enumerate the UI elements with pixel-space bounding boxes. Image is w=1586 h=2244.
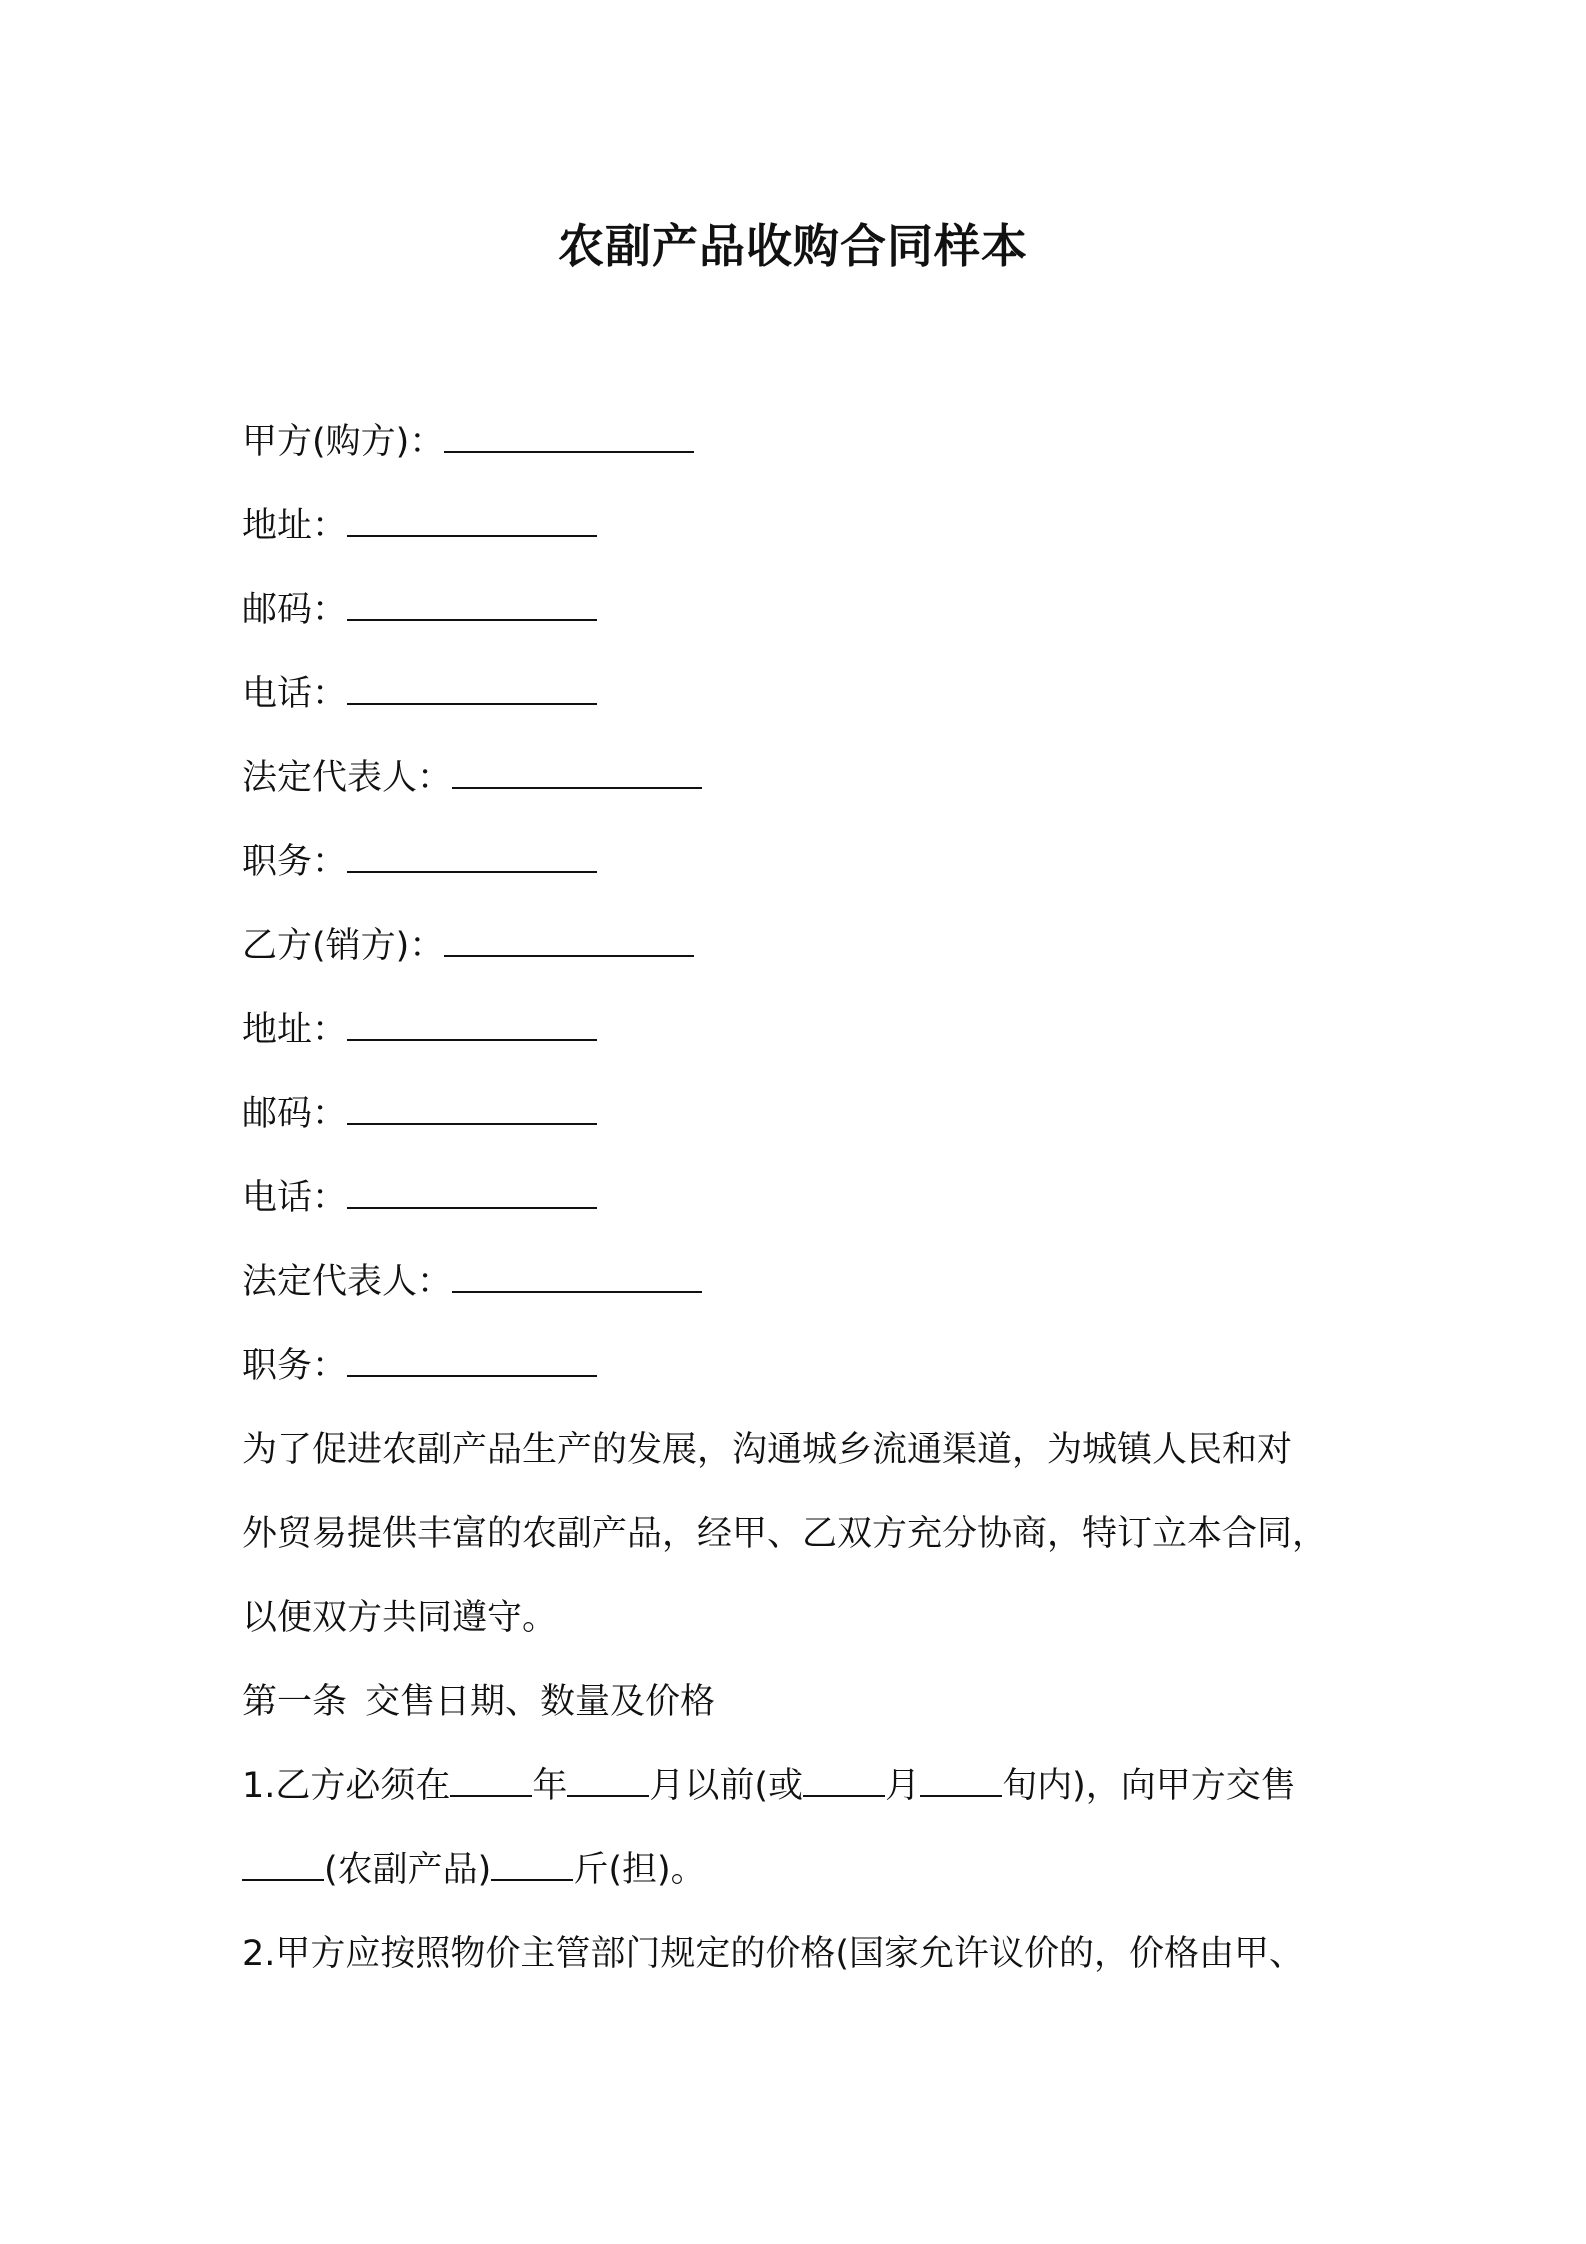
party-b-position-line — [242, 1324, 1362, 1408]
clause-2-line-1: 2.甲方应按照物价主管部门规定的价格(国家允许议价的，价格由甲、 — [242, 1934, 1305, 1974]
party-a-address-line — [242, 484, 1362, 568]
party-a-postcode-line — [242, 568, 1362, 652]
party-a-position-blank — [347, 841, 597, 873]
party-b-position-label: 职务： — [242, 1346, 348, 1386]
clause-1-line-2 — [242, 1828, 1362, 1912]
party-a-name-line — [242, 400, 1362, 484]
clause-1-part-6: (农副产品) — [324, 1850, 492, 1890]
preamble-line-2: 外贸易提供丰富的农副产品，经甲、乙双方充分协商，特订立本合同， — [242, 1514, 1328, 1554]
party-a-legal-rep-label: 法定代表人： — [242, 758, 453, 798]
party-b-name-blank — [444, 925, 694, 957]
party-a-name-label: 甲方(购方)： — [242, 422, 445, 462]
document-body — [242, 400, 1362, 1996]
clause-1-product-blank — [242, 1849, 324, 1881]
party-b-address-label: 地址： — [242, 1010, 348, 1050]
party-b-name-line — [242, 904, 1362, 988]
clause-1-part-3: 月以前(或 — [649, 1766, 804, 1806]
party-a-phone-line — [242, 652, 1362, 736]
party-a-address-label: 地址： — [242, 506, 348, 546]
party-b-name-label: 乙方(销方)： — [242, 926, 445, 966]
clause-1-part-1: 1.乙方必须在 — [242, 1766, 451, 1806]
clause-1-part-2: 年 — [532, 1766, 568, 1806]
party-b-postcode-label: 邮码： — [242, 1094, 348, 1134]
clause-1-quantity-blank — [491, 1849, 573, 1881]
party-b-legal-rep-blank — [452, 1261, 702, 1293]
clause-1-month-blank — [567, 1765, 649, 1797]
clause-1-year-blank — [450, 1765, 532, 1797]
party-a-postcode-label: 邮码： — [242, 590, 348, 630]
party-a-name-blank — [444, 421, 694, 453]
party-a-position-label: 职务： — [242, 842, 348, 882]
party-b-postcode-blank — [347, 1093, 597, 1125]
party-b-legal-rep-line — [242, 1240, 1362, 1324]
clause-1-alt-month-blank — [803, 1765, 885, 1797]
party-a-phone-blank — [347, 673, 597, 705]
party-a-postcode-blank — [347, 589, 597, 621]
clause-1-part-7: 斤(担)。 — [573, 1850, 706, 1890]
party-a-address-blank — [347, 505, 597, 537]
preamble-line-1: 为了促进农副产品生产的发展，沟通城乡流通渠道，为城镇人民和对 — [242, 1430, 1293, 1470]
clause-1-part-4: 月 — [885, 1766, 921, 1806]
article-1-title: 交售日期、数量及价格 — [365, 1682, 716, 1722]
party-b-phone-blank — [347, 1177, 597, 1209]
party-b-postcode-line — [242, 1072, 1362, 1156]
document-title: 农副产品收购合同样本 — [558, 219, 1028, 273]
party-b-position-blank — [347, 1345, 597, 1377]
party-a-position-line — [242, 820, 1362, 904]
clause-1-line-1 — [242, 1744, 1362, 1828]
party-a-phone-label: 电话： — [242, 674, 348, 714]
article-1-number: 第一条 — [242, 1682, 348, 1722]
party-b-phone-label: 电话： — [242, 1178, 348, 1218]
preamble-line-3: 以便双方共同遵守。 — [242, 1598, 558, 1638]
party-a-legal-rep-blank — [452, 757, 702, 789]
clause-1-period-blank — [920, 1765, 1002, 1797]
party-b-phone-line — [242, 1156, 1362, 1240]
party-b-address-blank — [347, 1009, 597, 1041]
article-1-heading — [242, 1660, 1362, 1744]
party-b-legal-rep-label: 法定代表人： — [242, 1262, 453, 1302]
party-b-address-line — [242, 988, 1362, 1072]
party-a-legal-rep-line — [242, 736, 1362, 820]
clause-1-part-5: 旬内)，向甲方交售 — [1002, 1766, 1296, 1806]
